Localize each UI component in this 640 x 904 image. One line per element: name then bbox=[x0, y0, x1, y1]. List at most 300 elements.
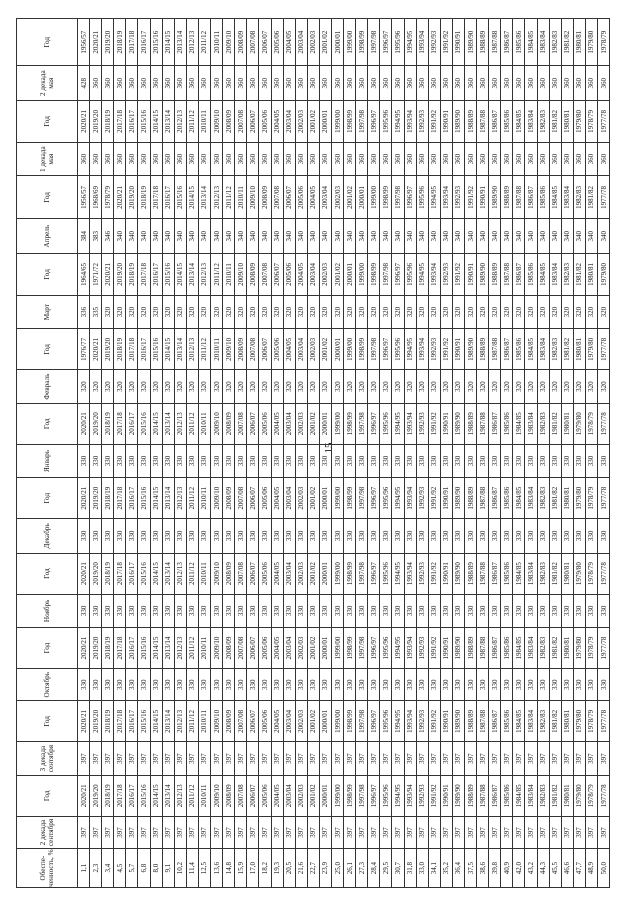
table-cell: 1985/86 bbox=[513, 329, 525, 370]
table-cell: 360 bbox=[126, 66, 138, 101]
table-cell: 1990/91 bbox=[440, 775, 452, 816]
table-cell: 330 bbox=[585, 594, 597, 628]
table-cell: 320 bbox=[356, 295, 368, 329]
table-cell: 330 bbox=[198, 668, 210, 700]
table-cell: 1976/77 bbox=[78, 329, 90, 370]
table-cell: 360 bbox=[331, 142, 343, 176]
table-cell: 1999/00 bbox=[331, 478, 343, 519]
table-cell: 2008/09 bbox=[223, 701, 235, 742]
table-cell: 397 bbox=[356, 816, 368, 848]
table-cell: 1985/86 bbox=[501, 403, 513, 444]
table-cell: 1984/85 bbox=[525, 19, 537, 66]
table-cell: 320 bbox=[440, 370, 452, 404]
table-cell: 320 bbox=[428, 295, 440, 329]
table-cell: 1997/98 bbox=[356, 100, 368, 142]
table-cell: 14,8 bbox=[223, 849, 235, 888]
column-header: Декабрь bbox=[17, 519, 78, 554]
table-cell: 1980/81 bbox=[573, 19, 585, 66]
table-cell: 330 bbox=[319, 444, 331, 478]
table-cell: 397 bbox=[235, 742, 247, 776]
table-cell: 1993/94 bbox=[404, 775, 416, 816]
table-cell: 2011/12 bbox=[186, 701, 198, 742]
table-cell: 397 bbox=[186, 742, 198, 776]
table-cell: 28,4 bbox=[368, 849, 380, 888]
table-cell: 360 bbox=[307, 66, 319, 101]
table-cell: 1983/84 bbox=[525, 478, 537, 519]
table-cell: 36,4 bbox=[452, 849, 464, 888]
table-cell: 330 bbox=[489, 444, 501, 478]
table-cell: 360 bbox=[102, 142, 114, 176]
table-cell: 360 bbox=[259, 66, 271, 101]
column-header: Февраль bbox=[17, 370, 78, 404]
table-cell: 360 bbox=[573, 142, 585, 176]
table-cell: 360 bbox=[283, 66, 295, 101]
table-cell: 2001/02 bbox=[319, 19, 331, 66]
table-cell: 397 bbox=[295, 742, 307, 776]
column-header: Апрель bbox=[17, 219, 78, 254]
table-cell: 1981/82 bbox=[573, 253, 585, 295]
table-cell: 330 bbox=[235, 519, 247, 554]
table-cell: 330 bbox=[537, 519, 549, 554]
table-cell: 397 bbox=[295, 816, 307, 848]
table-cell: 397 bbox=[428, 816, 440, 848]
table-cell: 2007/08 bbox=[247, 19, 259, 66]
table-cell: 1983/84 bbox=[525, 628, 537, 669]
table-cell: 397 bbox=[573, 816, 585, 848]
table-cell: 2005/06 bbox=[283, 253, 295, 295]
table-cell: 320 bbox=[126, 370, 138, 404]
table-cell: 340 bbox=[561, 219, 573, 254]
table-cell: 397 bbox=[513, 816, 525, 848]
table-cell: 1996/97 bbox=[368, 775, 380, 816]
column-header: Год bbox=[17, 553, 78, 594]
table-row bbox=[452, 19, 464, 888]
table-cell: 330 bbox=[78, 668, 90, 700]
table-cell: 2012/13 bbox=[211, 176, 223, 219]
table-cell: 397 bbox=[162, 742, 174, 776]
table-cell: 330 bbox=[416, 668, 428, 700]
table-cell: 397 bbox=[162, 816, 174, 848]
table-cell: 1989/90 bbox=[452, 100, 464, 142]
table-cell: 2002/03 bbox=[295, 775, 307, 816]
table-cell: 2004/05 bbox=[271, 701, 283, 742]
table-cell: 1981/82 bbox=[549, 478, 561, 519]
table-cell: 1999/00 bbox=[368, 176, 380, 219]
table-cell: 360 bbox=[537, 142, 549, 176]
table-cell: 2019/20 bbox=[90, 403, 102, 444]
table-cell: 320 bbox=[501, 295, 513, 329]
table-cell: 2006/07 bbox=[271, 253, 283, 295]
table-cell: 2008/09 bbox=[247, 253, 259, 295]
table-row bbox=[223, 19, 235, 888]
table-cell: 397 bbox=[126, 816, 138, 848]
table-cell: 360 bbox=[162, 142, 174, 176]
table-cell: 1989/90 bbox=[452, 701, 464, 742]
rotated-table-container bbox=[16, 18, 616, 888]
table-cell: 1985/86 bbox=[501, 628, 513, 669]
table-cell: 320 bbox=[344, 295, 356, 329]
table-cell: 1988/89 bbox=[465, 775, 477, 816]
table-row bbox=[585, 19, 597, 888]
table-cell: 2015/16 bbox=[150, 19, 162, 66]
table-cell: 2000/01 bbox=[319, 628, 331, 669]
table-cell: 360 bbox=[549, 142, 561, 176]
table-cell: 330 bbox=[271, 444, 283, 478]
table-cell: 330 bbox=[186, 668, 198, 700]
table-cell: 2020/21 bbox=[114, 176, 126, 219]
table-cell: 360 bbox=[452, 142, 464, 176]
table-cell: 2001/02 bbox=[331, 253, 343, 295]
table-cell: 2017/18 bbox=[126, 329, 138, 370]
table-cell: 320 bbox=[162, 370, 174, 404]
table-cell: 330 bbox=[440, 519, 452, 554]
table-cell: 2004/05 bbox=[295, 253, 307, 295]
table-cell: 2004/05 bbox=[271, 403, 283, 444]
table-row bbox=[368, 19, 380, 888]
table-row bbox=[271, 19, 283, 888]
table-cell: 340 bbox=[440, 219, 452, 254]
table-cell: 397 bbox=[573, 742, 585, 776]
table-cell: 330 bbox=[549, 594, 561, 628]
table-cell: 330 bbox=[573, 444, 585, 478]
table-cell: 1989/90 bbox=[489, 176, 501, 219]
table-cell: 2019/20 bbox=[90, 553, 102, 594]
table-cell: 2005/06 bbox=[259, 628, 271, 669]
table-cell: 330 bbox=[392, 594, 404, 628]
table-cell: 1987/88 bbox=[477, 775, 489, 816]
table-cell: 2008/09 bbox=[223, 775, 235, 816]
table-cell: 1988/89 bbox=[465, 403, 477, 444]
table-cell: 2017/18 bbox=[114, 478, 126, 519]
table-cell: 1977/78 bbox=[598, 478, 610, 519]
table-cell: 397 bbox=[416, 742, 428, 776]
table-cell: 320 bbox=[489, 370, 501, 404]
column-header: Год bbox=[17, 176, 78, 219]
column-header: Год bbox=[17, 403, 78, 444]
table-cell: 320 bbox=[404, 370, 416, 404]
table-cell: 2002/03 bbox=[295, 701, 307, 742]
table-cell: 340 bbox=[428, 219, 440, 254]
table-row bbox=[307, 19, 319, 888]
table-cell: 1983/84 bbox=[525, 775, 537, 816]
table-cell: 2015/16 bbox=[162, 253, 174, 295]
table-cell: 330 bbox=[392, 668, 404, 700]
table-cell: 1994/95 bbox=[392, 553, 404, 594]
table-cell: 1996/97 bbox=[380, 329, 392, 370]
table-cell: 2004/05 bbox=[271, 775, 283, 816]
table-cell: 1980/81 bbox=[561, 553, 573, 594]
table-cell: 360 bbox=[585, 142, 597, 176]
table-cell: 2014/15 bbox=[150, 628, 162, 669]
table-cell: 330 bbox=[440, 668, 452, 700]
table-cell: 330 bbox=[428, 519, 440, 554]
table-cell: 330 bbox=[392, 519, 404, 554]
table-cell: 1989/90 bbox=[452, 628, 464, 669]
table-cell: 1997/98 bbox=[356, 553, 368, 594]
table-cell: 2016/17 bbox=[138, 19, 150, 66]
table-cell: 383 bbox=[90, 219, 102, 254]
table-cell: 2005/06 bbox=[259, 478, 271, 519]
table-cell: 1993/94 bbox=[404, 403, 416, 444]
table-cell: 330 bbox=[537, 668, 549, 700]
table-cell: 397 bbox=[549, 816, 561, 848]
table-cell: 346 bbox=[102, 219, 114, 254]
table-cell: 2012/13 bbox=[186, 19, 198, 66]
table-cell: 1994/95 bbox=[392, 701, 404, 742]
table-cell: 360 bbox=[513, 66, 525, 101]
table-cell: 340 bbox=[465, 219, 477, 254]
table-cell: 320 bbox=[138, 295, 150, 329]
table-cell: 330 bbox=[380, 519, 392, 554]
table-cell: 1982/83 bbox=[537, 628, 549, 669]
table-cell: 1983/84 bbox=[525, 100, 537, 142]
table-cell: 1985/86 bbox=[525, 253, 537, 295]
table-cell: 2016/17 bbox=[126, 701, 138, 742]
table-cell: 2004/05 bbox=[271, 100, 283, 142]
table-cell: 2007/08 bbox=[235, 701, 247, 742]
table-row bbox=[537, 19, 549, 888]
table-cell: 397 bbox=[271, 816, 283, 848]
table-cell: 1997/98 bbox=[368, 329, 380, 370]
table-cell: 2009/10 bbox=[211, 403, 223, 444]
table-cell: 1985/86 bbox=[501, 775, 513, 816]
table-cell: 330 bbox=[598, 668, 610, 700]
table-cell: 2013/14 bbox=[162, 775, 174, 816]
table-cell: 360 bbox=[235, 66, 247, 101]
table-cell: 397 bbox=[90, 742, 102, 776]
table-cell: 1998/99 bbox=[356, 329, 368, 370]
table-cell: 1997/98 bbox=[356, 628, 368, 669]
table-cell: 320 bbox=[283, 295, 295, 329]
table-cell: 2008/09 bbox=[223, 628, 235, 669]
table-cell: 19,3 bbox=[271, 849, 283, 888]
table-cell: 340 bbox=[331, 219, 343, 254]
table-cell: 2008/09 bbox=[223, 553, 235, 594]
table-cell: 320 bbox=[525, 295, 537, 329]
column-header: Год bbox=[17, 100, 78, 142]
table-cell: 320 bbox=[174, 370, 186, 404]
table-cell: 1988/89 bbox=[489, 253, 501, 295]
table-cell: 2012/13 bbox=[198, 253, 210, 295]
table-cell: 360 bbox=[259, 142, 271, 176]
table-cell: 1993/94 bbox=[404, 628, 416, 669]
table-cell: 340 bbox=[416, 219, 428, 254]
table-cell: 45,5 bbox=[549, 849, 561, 888]
table-cell: 2020/21 bbox=[78, 553, 90, 594]
table-cell: 360 bbox=[585, 66, 597, 101]
table-cell: 335 bbox=[90, 295, 102, 329]
table-cell: 330 bbox=[247, 444, 259, 478]
table-cell: 1998/99 bbox=[344, 403, 356, 444]
column-header: Год bbox=[17, 701, 78, 742]
table-cell: 360 bbox=[477, 142, 489, 176]
table-cell: 1988/89 bbox=[465, 553, 477, 594]
table-cell: 2014/15 bbox=[162, 329, 174, 370]
table-cell: 330 bbox=[102, 668, 114, 700]
table-cell: 360 bbox=[319, 142, 331, 176]
table-cell: 397 bbox=[331, 816, 343, 848]
column-header: Март bbox=[17, 295, 78, 329]
table-cell: 360 bbox=[465, 66, 477, 101]
table-cell: 2012/13 bbox=[174, 403, 186, 444]
table-cell: 2010/11 bbox=[235, 176, 247, 219]
table-cell: 330 bbox=[114, 519, 126, 554]
table-cell: 340 bbox=[295, 219, 307, 254]
table-cell: 38,6 bbox=[477, 849, 489, 888]
table-cell: 1977/78 bbox=[598, 701, 610, 742]
table-cell: 330 bbox=[259, 519, 271, 554]
table-cell: 330 bbox=[428, 668, 440, 700]
table-cell: 1986/87 bbox=[489, 628, 501, 669]
table-cell: 360 bbox=[549, 66, 561, 101]
table-cell: 1983/84 bbox=[549, 253, 561, 295]
table-cell: 2003/04 bbox=[283, 775, 295, 816]
table-cell: 330 bbox=[501, 444, 513, 478]
table-cell: 330 bbox=[549, 668, 561, 700]
table-cell: 1995/96 bbox=[404, 253, 416, 295]
table-cell: 330 bbox=[259, 668, 271, 700]
table-cell: 320 bbox=[344, 370, 356, 404]
table-cell: 397 bbox=[247, 742, 259, 776]
table-cell: 330 bbox=[319, 594, 331, 628]
table-cell: 1994/95 bbox=[392, 478, 404, 519]
table-body bbox=[78, 19, 610, 888]
table-cell: 2000/01 bbox=[319, 403, 331, 444]
column-header: Обеспе-ченность, % bbox=[17, 849, 78, 888]
table-cell: 360 bbox=[368, 66, 380, 101]
table-cell: 397 bbox=[368, 742, 380, 776]
table-cell: 1988/89 bbox=[465, 701, 477, 742]
table-cell: 2017/18 bbox=[114, 403, 126, 444]
table-cell: 320 bbox=[525, 370, 537, 404]
table-cell: 320 bbox=[223, 295, 235, 329]
table-cell: 320 bbox=[186, 370, 198, 404]
table-row bbox=[150, 19, 162, 888]
table-cell: 1986/87 bbox=[525, 176, 537, 219]
table-cell: 1993/94 bbox=[404, 553, 416, 594]
table-cell: 35,2 bbox=[440, 849, 452, 888]
table-cell: 320 bbox=[392, 370, 404, 404]
table-cell: 320 bbox=[211, 370, 223, 404]
table-cell: 2004/05 bbox=[307, 176, 319, 219]
table-cell: 397 bbox=[501, 816, 513, 848]
table-cell: 2005/06 bbox=[271, 329, 283, 370]
table-cell: 360 bbox=[198, 142, 210, 176]
table-cell: 2012/13 bbox=[174, 775, 186, 816]
table-cell: 360 bbox=[295, 66, 307, 101]
table-cell: 2007/08 bbox=[235, 478, 247, 519]
table-cell: 2013/14 bbox=[186, 253, 198, 295]
table-cell: 2011/12 bbox=[186, 628, 198, 669]
table-cell: 1995/96 bbox=[416, 176, 428, 219]
table-cell: 320 bbox=[319, 370, 331, 404]
table-cell: 2015/16 bbox=[138, 628, 150, 669]
table-cell: 1989/90 bbox=[452, 553, 464, 594]
table-cell: 320 bbox=[501, 370, 513, 404]
table-cell: 1979/80 bbox=[573, 478, 585, 519]
table-cell: 320 bbox=[150, 295, 162, 329]
table-cell: 2015/16 bbox=[174, 176, 186, 219]
table-cell: 1998/99 bbox=[344, 478, 356, 519]
table-row bbox=[186, 19, 198, 888]
table-cell: 1981/82 bbox=[549, 100, 561, 142]
table-cell: 330 bbox=[150, 519, 162, 554]
column-header: Год bbox=[17, 775, 78, 816]
table-cell: 1994/95 bbox=[428, 176, 440, 219]
table-cell: 360 bbox=[162, 66, 174, 101]
table-cell: 360 bbox=[440, 66, 452, 101]
table-cell: 12,5 bbox=[198, 849, 210, 888]
table-cell: 320 bbox=[162, 295, 174, 329]
table-cell: 2019/20 bbox=[102, 19, 114, 66]
table-cell: 320 bbox=[259, 370, 271, 404]
table-cell: 2013/14 bbox=[162, 403, 174, 444]
table-cell: 2008/09 bbox=[223, 403, 235, 444]
table-cell: 1991/92 bbox=[428, 775, 440, 816]
table-cell: 320 bbox=[271, 295, 283, 329]
table-row bbox=[404, 19, 416, 888]
table-cell: 330 bbox=[186, 444, 198, 478]
table-cell: 330 bbox=[150, 444, 162, 478]
table-cell: 1988/89 bbox=[465, 628, 477, 669]
table-cell: 2005/06 bbox=[259, 100, 271, 142]
table-cell: 43,2 bbox=[525, 849, 537, 888]
table-cell: 2006/07 bbox=[259, 19, 271, 66]
table-cell: 397 bbox=[283, 742, 295, 776]
table-cell: 330 bbox=[90, 444, 102, 478]
table-cell: 1991/92 bbox=[428, 100, 440, 142]
table-cell: 1992/93 bbox=[452, 176, 464, 219]
table-cell: 2010/11 bbox=[198, 628, 210, 669]
table-cell: 2012/13 bbox=[186, 329, 198, 370]
table-cell: 2008/09 bbox=[259, 176, 271, 219]
table-cell: 1989/90 bbox=[452, 478, 464, 519]
table-cell: 2010/11 bbox=[198, 100, 210, 142]
table-cell: 330 bbox=[501, 668, 513, 700]
table-cell: 1980/81 bbox=[585, 253, 597, 295]
table-cell: 1986/87 bbox=[489, 100, 501, 142]
table-cell: 320 bbox=[271, 370, 283, 404]
table-cell: 330 bbox=[114, 594, 126, 628]
table-cell: 320 bbox=[211, 295, 223, 329]
table-cell: 330 bbox=[102, 594, 114, 628]
table-cell: 330 bbox=[598, 594, 610, 628]
table-cell: 360 bbox=[319, 66, 331, 101]
table-cell: 1984/85 bbox=[513, 775, 525, 816]
table-cell: 20,5 bbox=[283, 849, 295, 888]
table-cell: 1987/88 bbox=[477, 100, 489, 142]
table-cell: 1994/95 bbox=[416, 253, 428, 295]
table-cell: 1980/81 bbox=[561, 775, 573, 816]
table-cell: 6,8 bbox=[138, 849, 150, 888]
table-cell: 2000/01 bbox=[319, 478, 331, 519]
table-cell: 2004/05 bbox=[283, 19, 295, 66]
table-cell: 2007/08 bbox=[271, 176, 283, 219]
table-cell: 2014/15 bbox=[150, 100, 162, 142]
table-cell: 330 bbox=[404, 444, 416, 478]
table-cell: 397 bbox=[126, 742, 138, 776]
table-cell: 2011/12 bbox=[186, 403, 198, 444]
table-cell: 360 bbox=[271, 66, 283, 101]
table-cell: 1996/97 bbox=[392, 253, 404, 295]
table-cell: 2002/03 bbox=[295, 478, 307, 519]
table-cell: 330 bbox=[114, 444, 126, 478]
table-cell: 360 bbox=[416, 66, 428, 101]
table-cell: 360 bbox=[404, 142, 416, 176]
table-cell: 1979/80 bbox=[573, 403, 585, 444]
table-cell: 1956/57 bbox=[78, 19, 90, 66]
table-cell: 2013/14 bbox=[162, 701, 174, 742]
